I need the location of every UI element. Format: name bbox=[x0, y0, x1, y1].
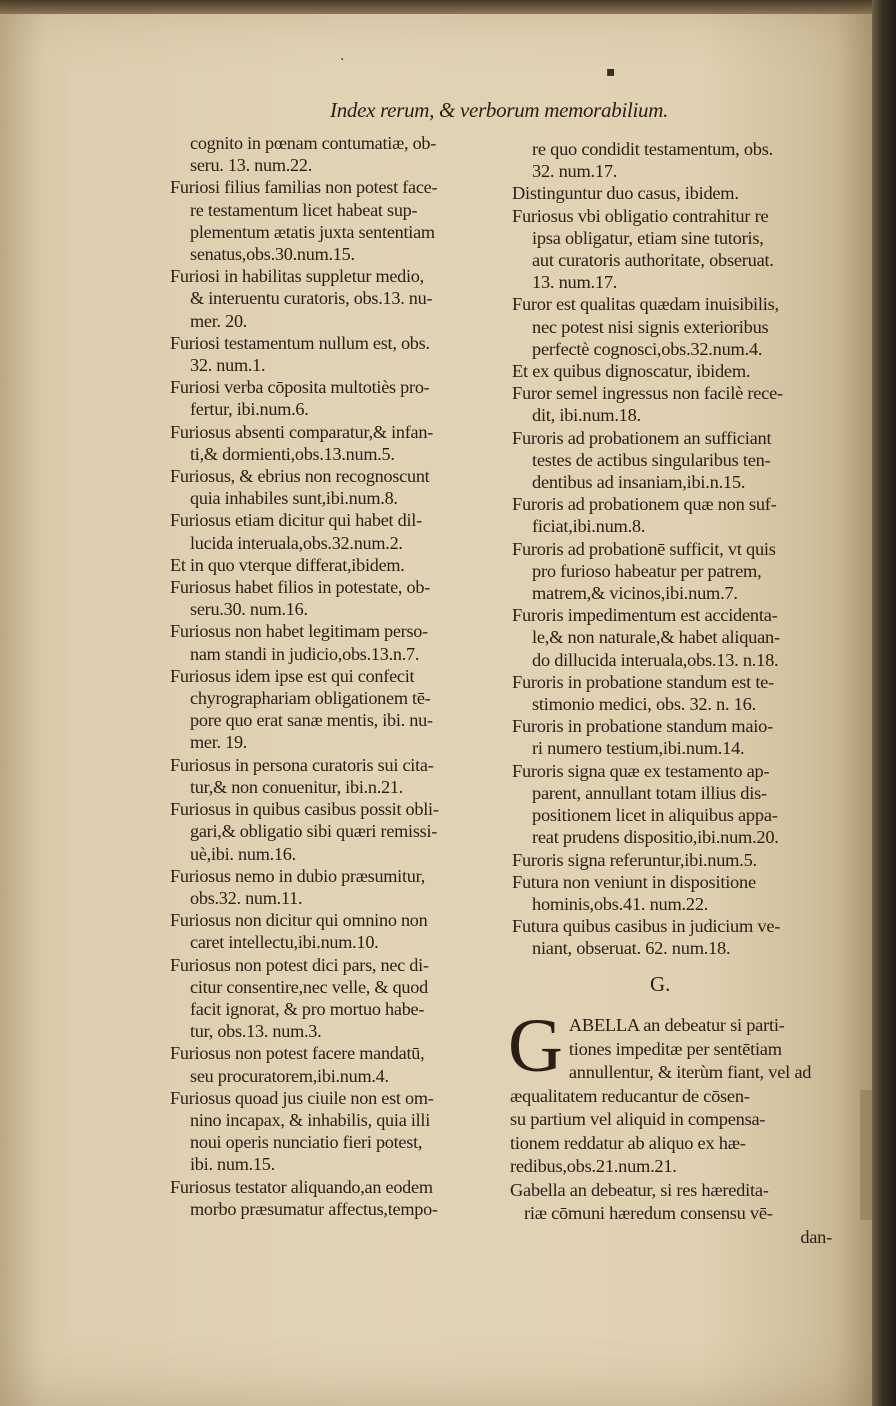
index-entry-continuation: tur,& non conuenitur, ibi.n.21. bbox=[190, 776, 404, 797]
index-entry-line: Furiosus in persona curatoris sui cita- bbox=[170, 754, 434, 775]
gabella-entry-line: riæ cōmuni hæredum consensu vē- bbox=[524, 1203, 773, 1223]
index-entry-continuation: lucida interuala,obs.32.num.2. bbox=[190, 532, 403, 553]
index-entry-line: Furor semel ingressus non facilè rece- bbox=[512, 383, 783, 404]
index-entry-line: Furiosus habet filios in potestate, ob- bbox=[170, 577, 430, 598]
index-entry-line: Furiosi testamentum nullum est, obs. bbox=[170, 332, 430, 353]
index-entry-line: Furoris in probatione standum est te- bbox=[512, 671, 774, 692]
index-entry-line: Furiosi verba cōposita multotiès pro- bbox=[170, 377, 430, 398]
section-letter-heading: G. bbox=[650, 972, 671, 996]
index-entry-continuation: re testamentum licet habeat sup- bbox=[190, 199, 418, 220]
index-entry-continuation: le,& non naturale,& habet aliquan- bbox=[532, 627, 780, 648]
drop-cap-initial: G bbox=[508, 1004, 563, 1088]
catchword: dan- bbox=[800, 1226, 832, 1247]
index-entry-line: Et in quo vterque differat,ibidem. bbox=[170, 554, 405, 575]
index-entry-line: Furiosus in quibus casibus possit obli- bbox=[170, 799, 439, 820]
index-entry-continuation: niant, obseruat. 62. num.18. bbox=[532, 938, 731, 959]
index-entry-line: Et ex quibus dignoscatur, ibidem. bbox=[512, 361, 751, 382]
index-entry-line: Furiosus quoad jus ciuile non est om- bbox=[170, 1087, 434, 1108]
index-entry-continuation: morbo præsumatur affectus,tempo- bbox=[190, 1198, 438, 1219]
index-entry-line: Futura non veniunt in dispositione bbox=[512, 871, 756, 892]
index-entry-continuation: mer. 19. bbox=[190, 732, 248, 753]
index-entry-continuation: pore quo erat sanæ mentis, ibi. nu- bbox=[190, 710, 433, 731]
index-entry-continuation: perfectè cognosci,obs.32.num.4. bbox=[532, 338, 763, 359]
index-entry-continuation: seru.30. num.16. bbox=[190, 599, 308, 620]
index-entry-continuation: uè,ibi. num.16. bbox=[190, 843, 296, 864]
index-entry-continuation: dit, ibi.num.18. bbox=[532, 405, 641, 426]
index-entry-continuation: dentibus ad insaniam,ibi.n.15. bbox=[532, 472, 746, 493]
gabella-entry-line: ABELLA an debeatur si parti- bbox=[568, 1015, 785, 1035]
index-entry-line: Furiosus vbi obligatio contrahitur re bbox=[512, 205, 769, 226]
index-entry-continuation: 32. num.1. bbox=[190, 355, 266, 376]
index-column-left bbox=[170, 132, 488, 1220]
index-entry-continuation: noui operis nunciatio fieri potest, bbox=[190, 1132, 423, 1153]
index-entry-continuation: plementum ætatis juxta sententiam bbox=[190, 221, 435, 242]
section-g-entries bbox=[508, 1004, 832, 1249]
index-entry-continuation: citur consentire,nec velle, & quod bbox=[190, 976, 428, 997]
index-entry-continuation: gari,& obligatio sibi quæri remissi- bbox=[190, 821, 438, 842]
index-entry-continuation: hominis,obs.41. num.22. bbox=[532, 893, 709, 914]
index-entry-line: Furiosi filius familias non potest face- bbox=[170, 177, 438, 198]
index-entry-continuation: mer. 20. bbox=[190, 310, 248, 331]
page-top-shadow bbox=[0, 0, 872, 14]
index-entry-line: Furiosus non potest facere mandatū, bbox=[170, 1043, 425, 1064]
index-entry-continuation: seru. 13. num.22. bbox=[190, 155, 313, 176]
gabella-entry-line: tionem reddatur ab aliquo ex hæ- bbox=[510, 1132, 746, 1153]
index-entry-continuation: chyrographariam obligationem tē- bbox=[190, 688, 431, 709]
index-entry-continuation: re quo condidit testamentum, obs. bbox=[532, 139, 774, 159]
index-entry-line: Furoris ad probationem quæ non suf- bbox=[512, 494, 777, 515]
index-entry-continuation: tur, obs.13. num.3. bbox=[190, 1021, 322, 1042]
index-entry-continuation: ri numero testium,ibi.num.14. bbox=[532, 738, 745, 759]
index-entry-continuation: nam standi in judicio,obs.13.n.7. bbox=[190, 643, 420, 664]
gabella-entry-second bbox=[510, 1179, 832, 1226]
index-entry-continuation: ibi. num.15. bbox=[190, 1154, 275, 1175]
index-entry-continuation: testes de actibus singularibus ten- bbox=[532, 449, 771, 470]
gabella-entry-line: tiones impeditæ per sentētiam bbox=[568, 1038, 782, 1059]
index-entry-continuation: stimonio medici, obs. 32. n. 16. bbox=[532, 694, 756, 715]
index-column-right bbox=[512, 138, 837, 960]
gabella-entry-line: annullentur, & iterùm fiant, vel ad bbox=[568, 1062, 812, 1082]
ink-speck: ▪ bbox=[606, 64, 616, 80]
index-entry-continuation: nino incapax, & inhabilis, quia illi bbox=[190, 1109, 431, 1130]
index-entry-line: Furiosus etiam dicitur qui habet dil- bbox=[170, 510, 422, 531]
index-entry-continuation: aut curatoris authoritate, obseruat. bbox=[532, 250, 774, 271]
index-entry-continuation: do dillucida interuala,obs.13. n.18. bbox=[532, 649, 779, 670]
index-entry-continuation: senatus,obs.30.num.15. bbox=[190, 244, 355, 265]
index-entry-continuation: pro furioso habeatur per patrem, bbox=[532, 560, 762, 581]
index-entry-line: Furoris signa quæ ex testamento ap- bbox=[512, 760, 770, 781]
index-entry-continuation: ficiat,ibi.num.8. bbox=[532, 516, 646, 537]
index-entry-line: Futura quibus casibus in judicium ve- bbox=[512, 916, 781, 937]
index-entry-continuation: facit ignorat, & pro mortuo habe- bbox=[190, 998, 425, 1019]
gabella-entry-line: æqualitatem reducantur de cōsen- bbox=[510, 1085, 750, 1106]
index-entry-line: Furoris impedimentum est accidenta- bbox=[512, 605, 778, 626]
index-entry-continuation: reat prudens dispositio,ibi.num.20. bbox=[532, 827, 779, 848]
index-entry-continuation: & interuentu curatoris, obs.13. nu- bbox=[190, 288, 433, 309]
book-binding-edge bbox=[872, 0, 896, 1406]
index-entry-continuation: seu procuratorem,ibi.num.4. bbox=[190, 1065, 389, 1086]
index-entry-continuation: fertur, ibi.num.6. bbox=[190, 399, 309, 420]
index-entry-line: Furoris in probatione standum maio- bbox=[512, 716, 773, 737]
gabella-entry-line: su partium vel aliquid in compensa- bbox=[510, 1109, 766, 1129]
index-entry-continuation: matrem,& vicinos,ibi.num.7. bbox=[532, 583, 738, 604]
index-entry-continuation: nec potest nisi signis exterioribus bbox=[532, 316, 769, 337]
ink-speck: · bbox=[340, 52, 345, 68]
index-entry-continuation: 32. num.17. bbox=[532, 161, 618, 182]
index-entry-continuation: ipsa obligatur, etiam sine tutoris, bbox=[532, 227, 764, 248]
index-entry-line: Furiosus idem ipse est qui confecit bbox=[170, 665, 415, 686]
index-entry-continuation: 13. num.17. bbox=[532, 272, 618, 293]
index-entry-line: Furiosus absenti comparatur,& infan- bbox=[170, 421, 434, 442]
gabella-entry-line: Gabella an debeatur, si res hæredita- bbox=[510, 1179, 769, 1200]
index-entry-line: Furoris ad probationē sufficit, vt quis bbox=[512, 538, 776, 559]
index-entry-line: Furoris ad probationem an sufficiant bbox=[512, 427, 772, 448]
index-entry-continuation: quia inhabiles sunt,ibi.num.8. bbox=[190, 488, 398, 509]
index-entry-line: Furor est qualitas quædam inuisibilis, bbox=[512, 294, 779, 315]
gabella-entry-line: redibus,obs.21.num.21. bbox=[510, 1156, 677, 1176]
index-entry-continuation: ti,& dormienti,obs.13.num.5. bbox=[190, 443, 395, 464]
index-entry-line: Furiosi in habilitas suppletur medio, bbox=[170, 266, 424, 287]
index-entry-line: Furiosus non potest dici pars, nec di- bbox=[170, 954, 429, 975]
index-entry-line: Furiosus nemo in dubio præsumitur, bbox=[170, 865, 426, 886]
index-entry-line: Furiosus testator aliquando,an eodem bbox=[170, 1176, 433, 1197]
index-entry-line: Furoris signa referuntur,ibi.num.5. bbox=[512, 849, 757, 870]
index-entry-continuation: cognito in pœnam contumatiæ, ob- bbox=[190, 133, 437, 153]
index-entry-continuation: obs.32. num.11. bbox=[190, 887, 303, 908]
index-entry-continuation: caret intellectu,ibi.num.10. bbox=[190, 932, 379, 953]
index-entry-line: Furiosus non habet legitimam perso- bbox=[170, 621, 428, 642]
index-entry-continuation: positionem licet in aliquibus appa- bbox=[532, 805, 778, 826]
index-entry-line: Distinguntur duo casus, ibidem. bbox=[512, 183, 739, 204]
index-entry-continuation: parent, annullant totam illius dis- bbox=[532, 782, 767, 803]
index-entry-line: Furiosus, & ebrius non recognoscunt bbox=[170, 466, 430, 487]
page-stain bbox=[860, 1090, 872, 1220]
index-entry-line: Furiosus non dicitur qui omnino non bbox=[170, 910, 428, 931]
running-header: Index rerum, & verborum memorabilium. bbox=[330, 98, 669, 122]
